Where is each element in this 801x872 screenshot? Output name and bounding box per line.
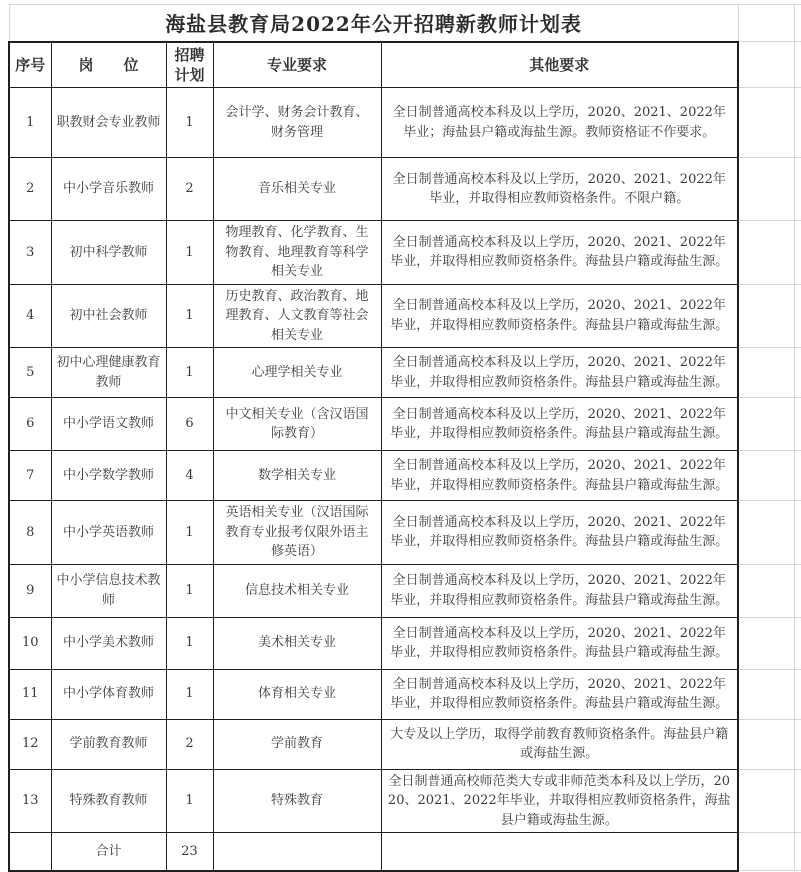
empty-grid-cell (738, 221, 794, 285)
empty-grid-cell (738, 398, 794, 451)
table-row (9, 221, 801, 285)
table-row (9, 564, 801, 617)
cell-other-empty (381, 833, 738, 871)
col-header-position: 岗 位 (51, 42, 166, 88)
col-header-quota: 招聘计划 (166, 42, 213, 88)
cell-other: 全日制普通高校本科及以上学历，2020、2021、2022年毕业，并取得相应教师资格条件。不限户籍。 (381, 158, 738, 221)
table-row (9, 719, 801, 769)
cell-position: 初中科学教师 (51, 221, 166, 285)
title-row (9, 5, 801, 42)
cell-other: 全日制普通高校本科及以上学历，2020、2021、2022年毕业，并取得相应教师资格条件。海盐县户籍或海盐生源。 (381, 221, 738, 285)
cell-quota: 1 (166, 221, 213, 285)
cell-quota: 1 (166, 669, 213, 719)
empty-grid-cell (794, 719, 801, 769)
cell-major: 心理学相关专业 (213, 348, 381, 398)
cell-major: 中文相关专业（含汉语国际教育） (213, 398, 381, 451)
cell-no: 3 (9, 221, 51, 285)
empty-grid-cell (794, 88, 801, 158)
cell-major-empty (213, 833, 381, 871)
empty-grid-cell (794, 158, 801, 221)
table-title: 海盐县教育局2022年公开招聘新教师计划表 (9, 5, 738, 42)
cell-no: 13 (9, 769, 51, 833)
empty-grid-cell (738, 348, 794, 398)
cell-major: 信息技术相关专业 (213, 564, 381, 617)
cell-position: 中小学语文教师 (51, 398, 166, 451)
cell-quota: 1 (166, 617, 213, 669)
total-label: 合计 (51, 833, 166, 871)
cell-quota: 1 (166, 284, 213, 348)
cell-major: 历史教育、政治教育、地理教育、人文教育等社会相关专业 (213, 284, 381, 348)
empty-grid-cell (738, 564, 794, 617)
empty-grid-cell (794, 769, 801, 833)
cell-no: 7 (9, 451, 51, 501)
cell-quota: 1 (166, 348, 213, 398)
table-row (9, 398, 801, 451)
cell-no: 11 (9, 669, 51, 719)
cell-position: 中小学音乐教师 (51, 158, 166, 221)
cell-quota: 2 (166, 158, 213, 221)
cell-quota: 2 (166, 719, 213, 769)
cell-no: 12 (9, 719, 51, 769)
empty-grid-cell (738, 158, 794, 221)
table-row (9, 348, 801, 398)
cell-major: 美术相关专业 (213, 617, 381, 669)
cell-position: 中小学美术教师 (51, 617, 166, 669)
empty-grid-cell (794, 221, 801, 285)
cell-position: 初中心理健康教育教师 (51, 348, 166, 398)
empty-grid-cell (794, 42, 801, 88)
empty-grid-cell (738, 284, 794, 348)
empty-grid-cell (738, 451, 794, 501)
cell-quota: 1 (166, 769, 213, 833)
header-row (9, 42, 801, 88)
empty-grid-cell (738, 5, 794, 42)
table-row (9, 88, 801, 158)
cell-other: 全日制普通高校本科及以上学历，2020、2021、2022年毕业，并取得相应教师资格条件。海盐县户籍或海盐生源。 (381, 617, 738, 669)
cell-position: 中小学信息技术教师 (51, 564, 166, 617)
empty-grid-cell (738, 833, 794, 871)
cell-other: 全日制普通高校本科及以上学历，2020、2021、2022年毕业，并取得相应教师资格条件。海盐县户籍或海盐生源。 (381, 348, 738, 398)
cell-other: 全日制普通高校本科及以上学历，2020、2021、2022年毕业，并取得相应教师资格条件。海盐县户籍或海盐生源。 (381, 501, 738, 565)
total-row (9, 833, 801, 871)
cell-no: 5 (9, 348, 51, 398)
total-value: 23 (166, 833, 213, 871)
empty-grid-cell (794, 5, 801, 42)
empty-grid-cell (794, 284, 801, 348)
empty-grid-cell (738, 501, 794, 565)
cell-no: 9 (9, 564, 51, 617)
table-row (9, 669, 801, 719)
empty-grid-cell (738, 88, 794, 158)
cell-position: 学前教育教师 (51, 719, 166, 769)
cell-major: 物理教育、化学教育、生物教育、地理教育等科学相关专业 (213, 221, 381, 285)
empty-grid-cell (794, 564, 801, 617)
table-row (9, 451, 801, 501)
col-header-major: 专业要求 (213, 42, 381, 88)
cell-major: 音乐相关专业 (213, 158, 381, 221)
cell-no: 10 (9, 617, 51, 669)
col-header-no: 序号 (9, 42, 51, 88)
cell-no: 4 (9, 284, 51, 348)
recruitment-table (8, 4, 801, 872)
table-row (9, 769, 801, 833)
cell-major: 英语相关专业（汉语国际教育专业报考仅限外语主修英语） (213, 501, 381, 565)
cell-position: 职教财会专业教师 (51, 88, 166, 158)
empty-grid-cell (794, 451, 801, 501)
empty-grid-cell (794, 669, 801, 719)
cell-position: 中小学体育教师 (51, 669, 166, 719)
cell-other: 全日制普通高校本科及以上学历，2020、2021、2022年毕业，并取得相应教师资格条件。海盐县户籍或海盐生源。 (381, 284, 738, 348)
table-row (9, 617, 801, 669)
cell-major: 学前教育 (213, 719, 381, 769)
cell-no: 6 (9, 398, 51, 451)
cell-other: 全日制普通高校本科及以上学历，2020、2021、2022年毕业，并取得相应教师资格条件。海盐县户籍或海盐生源。 (381, 451, 738, 501)
empty-grid-cell (738, 669, 794, 719)
empty-grid-cell (738, 769, 794, 833)
empty-grid-cell (738, 719, 794, 769)
empty-grid-cell (794, 348, 801, 398)
table-row (9, 501, 801, 565)
cell-quota: 1 (166, 564, 213, 617)
cell-major: 体育相关专业 (213, 669, 381, 719)
col-header-other: 其他要求 (381, 42, 738, 88)
empty-grid-cell (794, 501, 801, 565)
cell-other: 全日制普通高校本科及以上学历，2020、2021、2022年毕业，并取得相应教师资格条件。海盐县户籍或海盐生源。 (381, 669, 738, 719)
cell-major: 数学相关专业 (213, 451, 381, 501)
cell-other: 全日制普通高校本科及以上学历，2020、2021、2022年毕业；海盐县户籍或海盐生源。教师资格证不作要求。 (381, 88, 738, 158)
cell-quota: 1 (166, 501, 213, 565)
cell-quota: 6 (166, 398, 213, 451)
cell-no-empty (9, 833, 51, 871)
cell-quota: 4 (166, 451, 213, 501)
cell-other: 全日制普通高校本科及以上学历，2020、2021、2022年毕业，并取得相应教师资格条件。海盐县户籍或海盐生源。 (381, 398, 738, 451)
table-row (9, 158, 801, 221)
cell-position: 中小学数学教师 (51, 451, 166, 501)
empty-grid-cell (738, 42, 794, 88)
empty-grid-cell (794, 833, 801, 871)
table-row (9, 284, 801, 348)
empty-grid-cell (738, 617, 794, 669)
cell-no: 2 (9, 158, 51, 221)
cell-major: 会计学、财务会计教育、财务管理 (213, 88, 381, 158)
cell-no: 8 (9, 501, 51, 565)
cell-major: 特殊教育 (213, 769, 381, 833)
cell-quota: 1 (166, 88, 213, 158)
cell-other: 大专及以上学历，取得学前教育教师资格条件。海盐县户籍或海盐生源。 (381, 719, 738, 769)
cell-other: 全日制普通高校师范类大专或非师范类本科及以上学历，2020、2021、2022年毕业，并取得相应教师资格条件，海盐县户籍或海盐生源。 (381, 769, 738, 833)
empty-grid-cell (794, 617, 801, 669)
cell-no: 1 (9, 88, 51, 158)
cell-position: 中小学英语教师 (51, 501, 166, 565)
cell-position: 初中社会教师 (51, 284, 166, 348)
empty-grid-cell (794, 398, 801, 451)
cell-other: 全日制普通高校本科及以上学历，2020、2021、2022年毕业，并取得相应教师资格条件。海盐县户籍或海盐生源。 (381, 564, 738, 617)
cell-position: 特殊教育教师 (51, 769, 166, 833)
